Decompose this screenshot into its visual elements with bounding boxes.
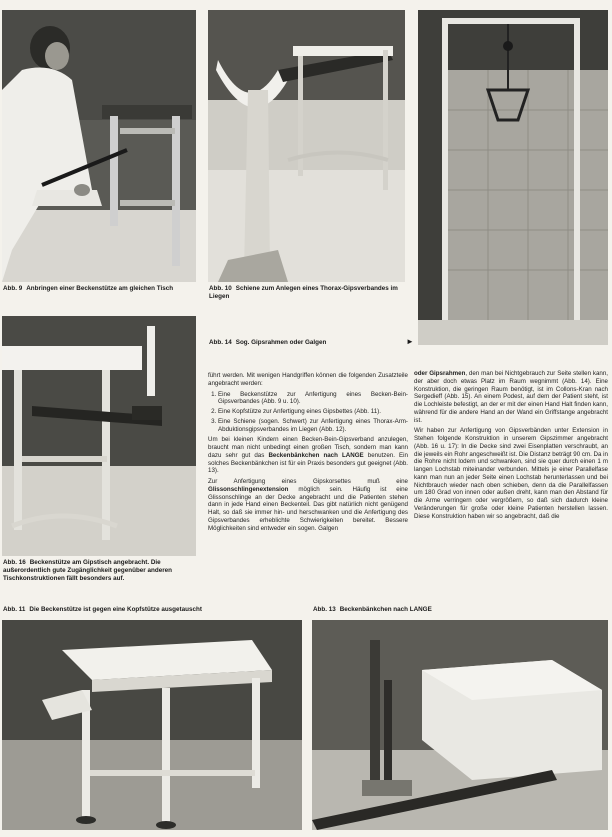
- caption-number: Abb. 10: [209, 285, 232, 292]
- caption-text: Sog. Gipsrahmen oder Galgen: [235, 339, 327, 346]
- caption-text: Beckenstütze am Gipstisch angebracht. Die außerordentlich gute Zugänglichkeit gegenüber anderen Tischkonstruktionen fällt besonders auf.: [3, 559, 172, 582]
- attachment-list: [208, 391, 408, 434]
- list-item: 1. Eine Beckenstütze zur Anfertigung eines Becken-Bein-Gipsverbandes (Abb. 9 u. 10).: [218, 391, 408, 407]
- paragraph: Zur Anfertigung eines Gipskorsettes muß eine Glissonschlingenextension möglich sein. Häufig ist eine Glissonschlinge an der Decke angebracht und die Patienten stehen dann in jede Hand einen Beckenteil. Das gibt natürlich nicht genügend Halt, so daß sie immer hin- und herschwanken und die Anfertigung des Gipsverbandes erheblichte Schwierigkeiten bereitet. Bessere Möglichkeiten sind entweder ein sogen. Galgen: [208, 478, 408, 532]
- paragraph: führt werden. Mit wenigen Handgriffen können die folgenden Zusatzteile angebracht werden:: [208, 372, 408, 387]
- paragraph: Um bei kleinen Kindern einen Becken-Bein-Gipsverband anzulegen, braucht man nicht unbedingt einen großen Tisch, sondern man kann dazu sehr gut das Beckenbänkchen nach LANGE benutzen. Ein solches Beckenbänkchen ist für ein Praxis besonders gut geeignet (Abb. 13).: [208, 436, 408, 475]
- list-item: 3. Eine Schiene (sogen. Schwert) zur Anfertigung eines Thorax-Arm-Abduktionsgipsverbandes im Liegen (Abb. 12).: [218, 418, 408, 434]
- caption-text: Beckenbänkchen nach LANGE: [339, 606, 432, 613]
- photo-abb13: [312, 620, 608, 830]
- photo-abb9: [2, 10, 196, 282]
- caption-abb14: [209, 339, 399, 347]
- caption-text: Anbringen einer Beckenstütze am gleichen Tisch: [26, 285, 174, 292]
- arrow-right-icon: ►: [406, 337, 414, 346]
- caption-text: Schiene zum Anlegen eines Thorax-Gipsverbandes im Liegen: [209, 285, 398, 300]
- paragraph: Wir haben zur Anfertigung von Gipsverbänden unter Extension in Stehen folgende Konstruktion in unserem Gipszimmer angebracht (Abb. 16 u. 17): In die Decke sind zwei Eisenplatten verschraubt, an die jeweils ein Rohr angeschweißt ist. Die Distanz beträgt 90 cm. Da in die Rohre nicht lodern und schwanken, sind sie quer durch einen 1 m langen Lochstab miteinander verbunden. Mittels je einer Parallelfase kann man nun an jeder Seite einen Lochstab herunterlassen und bei Nichtbrauch wieder nach oben schieben, denn da die Parallelfassen um 180 Grad von innen oder außen dreht, kann man den Abstand für die Arme verringern oder vergrößern, so daß sich dadurch kleine Veränderungen für große oder kleine Patienten herstellen lassen. Diese Konstruktion haben wir so angebracht, daß die: [414, 427, 608, 520]
- text-column-middle: [208, 372, 408, 600]
- caption-abb11: [3, 606, 303, 614]
- caption-text: Die Beckenstütze ist gegen eine Kopfstütze ausgetauscht: [29, 606, 202, 613]
- photo-abb10: [208, 10, 405, 282]
- caption-number: Abb. 9: [3, 285, 23, 292]
- caption-number: Abb. 13: [313, 606, 336, 613]
- list-item: 2. Eine Kopfstütze zur Anfertigung eines Gipsbettes (Abb. 11).: [218, 408, 408, 416]
- caption-abb9: [3, 285, 193, 293]
- text-column-right: [414, 370, 608, 602]
- caption-number: Abb. 11: [3, 606, 26, 613]
- caption-abb10: [209, 285, 405, 301]
- paragraph: oder Gipsrahmen, den man bei Nichtgebrauch zur Seite stellen kann, der aber doch etwas Platz im Raum wegnimmt (Abb. 14). Eine Konstruktion, die geringen Raum benötigt, ist im Collons-Kran nach Sergedieff (Abb. 15). An einem Podest, auf dem der Patient steht, ist die Lochleiste befestigt, an der er mit der einen Hand Halt finden kann, während für die andere Hand an der Wand ein Griffstange angebracht ist.: [414, 370, 608, 424]
- caption-number: Abb. 16: [3, 559, 26, 566]
- photo-abb14: [418, 10, 608, 345]
- caption-abb16: [3, 559, 196, 583]
- caption-number: Abb. 14: [209, 339, 232, 346]
- photo-abb11: [2, 620, 302, 830]
- caption-abb13: [313, 606, 603, 614]
- photo-abb16: [2, 316, 196, 556]
